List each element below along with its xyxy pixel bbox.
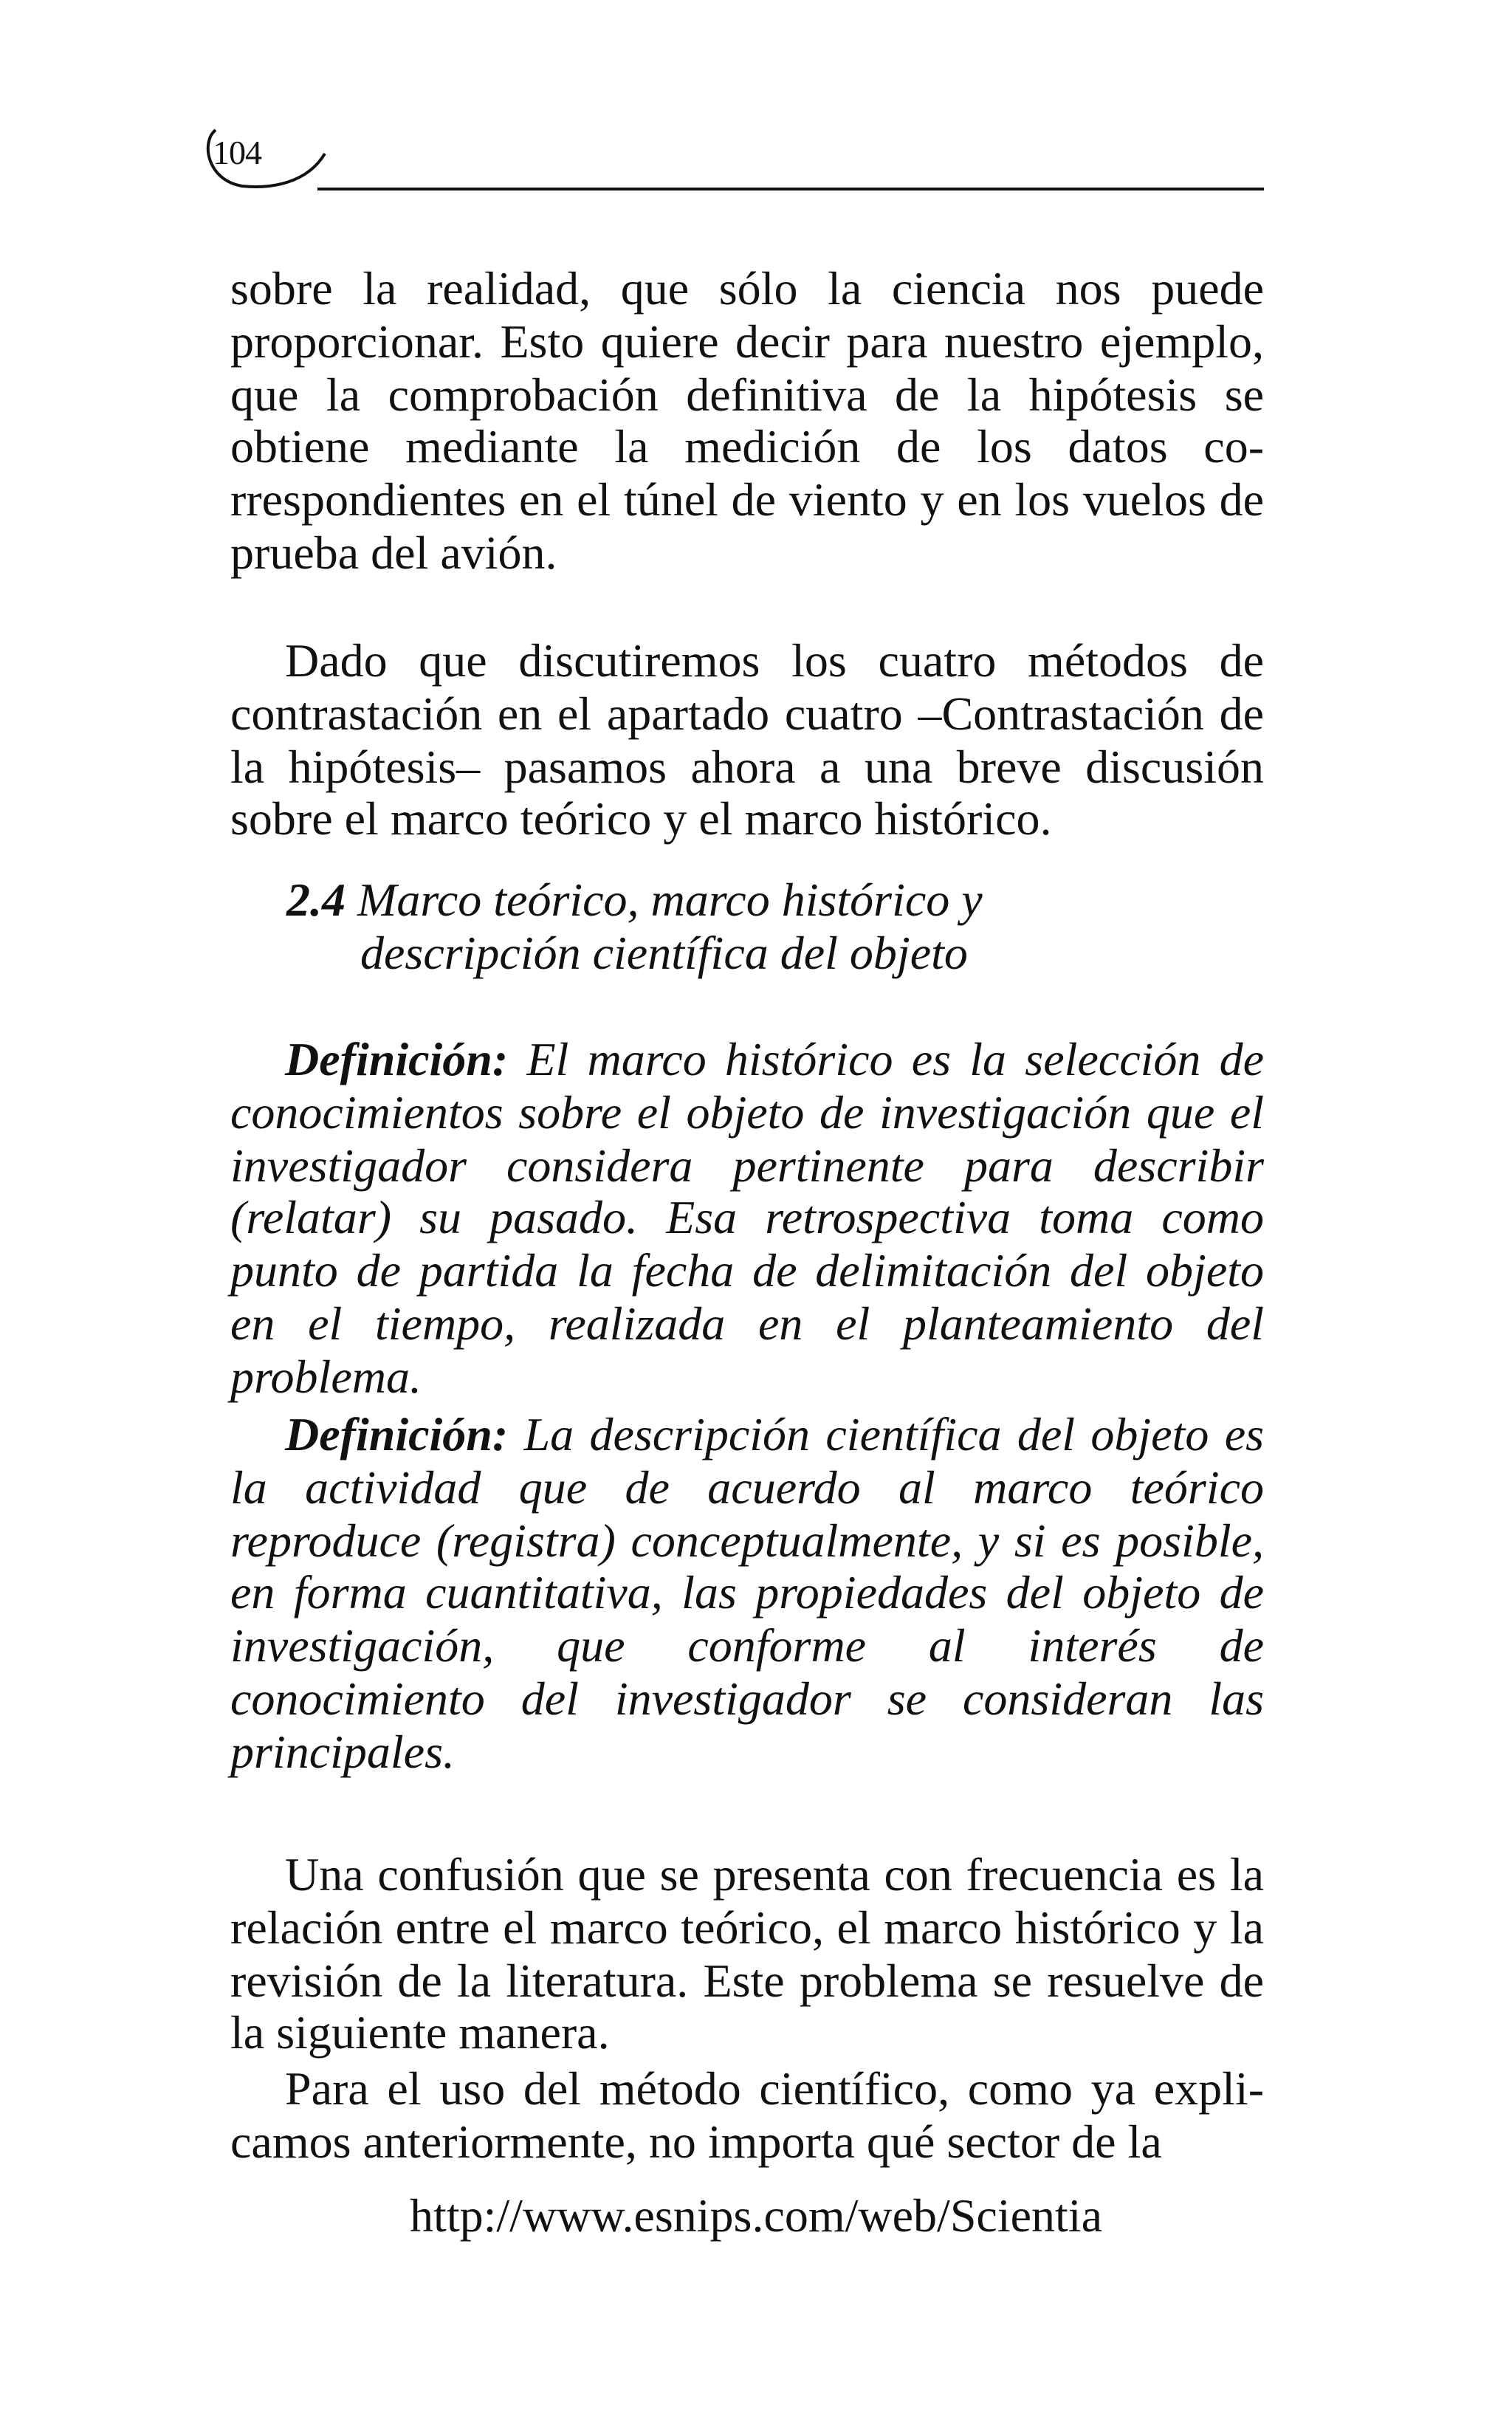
definition-2 (230, 1409, 1264, 1779)
paragraph-2: Dado que discutiremos los cuatro métodos de contrastación en el apartado cuatro –Contrastación de la hipótesis– pasamos ahora a una breve discusión sobre el marco teórico y el marco histórico. (230, 634, 1264, 845)
paragraph-1: sobre la realidad, que sólo la ciencia nos puede proporcionar. Esto quiere decir para nuestro ejemplo, que la comprobación definitiva de la hipótesis se obtiene mediante la medición de los datos correspondientes en el túnel de viento y en los vuelos de prueba del avión. (230, 261, 1264, 579)
paragraph-3: Una confusión que se presenta con frecuencia es la relación entre el marco teórico, el marco histórico y la revisión de la literatura. Este problema se resuelve de la siguiente manera. (230, 1847, 1264, 2059)
section-heading (286, 874, 983, 980)
section-title-line-2: descripción científica del objeto (360, 925, 968, 979)
paragraph-4: Para el uso del método científico, como ya explicamos anteriormente, no importa qué sector de la (230, 2062, 1264, 2168)
definition-2-text: La descripción científica del objeto es la actividad que de acuerdo al marco teórico reproduce (registra) conceptualmente, y si es posible, en forma cuantitativa, las propiedades del objeto de investigación, que conforme al interés de conocimiento del investigador se consideran las principales. (230, 1407, 1265, 1778)
definition-1 (230, 1034, 1264, 1404)
footer-url: http://www.esnips.com/web/Scientia (410, 2189, 1102, 2242)
section-number: 2.4 (286, 873, 346, 926)
page-number: 104 (213, 134, 261, 171)
definition-2-label: Definición: (285, 1407, 509, 1460)
definition-1-text: El marco histórico es la selección de conocimientos sobre el objeto de investigación que el investigador considera pertinente para describir (relatar) su pasado. Esa retrospectiva toma como punto de partida la fecha de delimitación del objeto en el tiempo, realizada en el planteamiento del problema. (230, 1032, 1265, 1403)
section-title-line-1: Marco teórico, marco histórico y (357, 873, 983, 926)
definition-1-label: Definición: (285, 1032, 509, 1085)
header-rule (317, 188, 1264, 190)
